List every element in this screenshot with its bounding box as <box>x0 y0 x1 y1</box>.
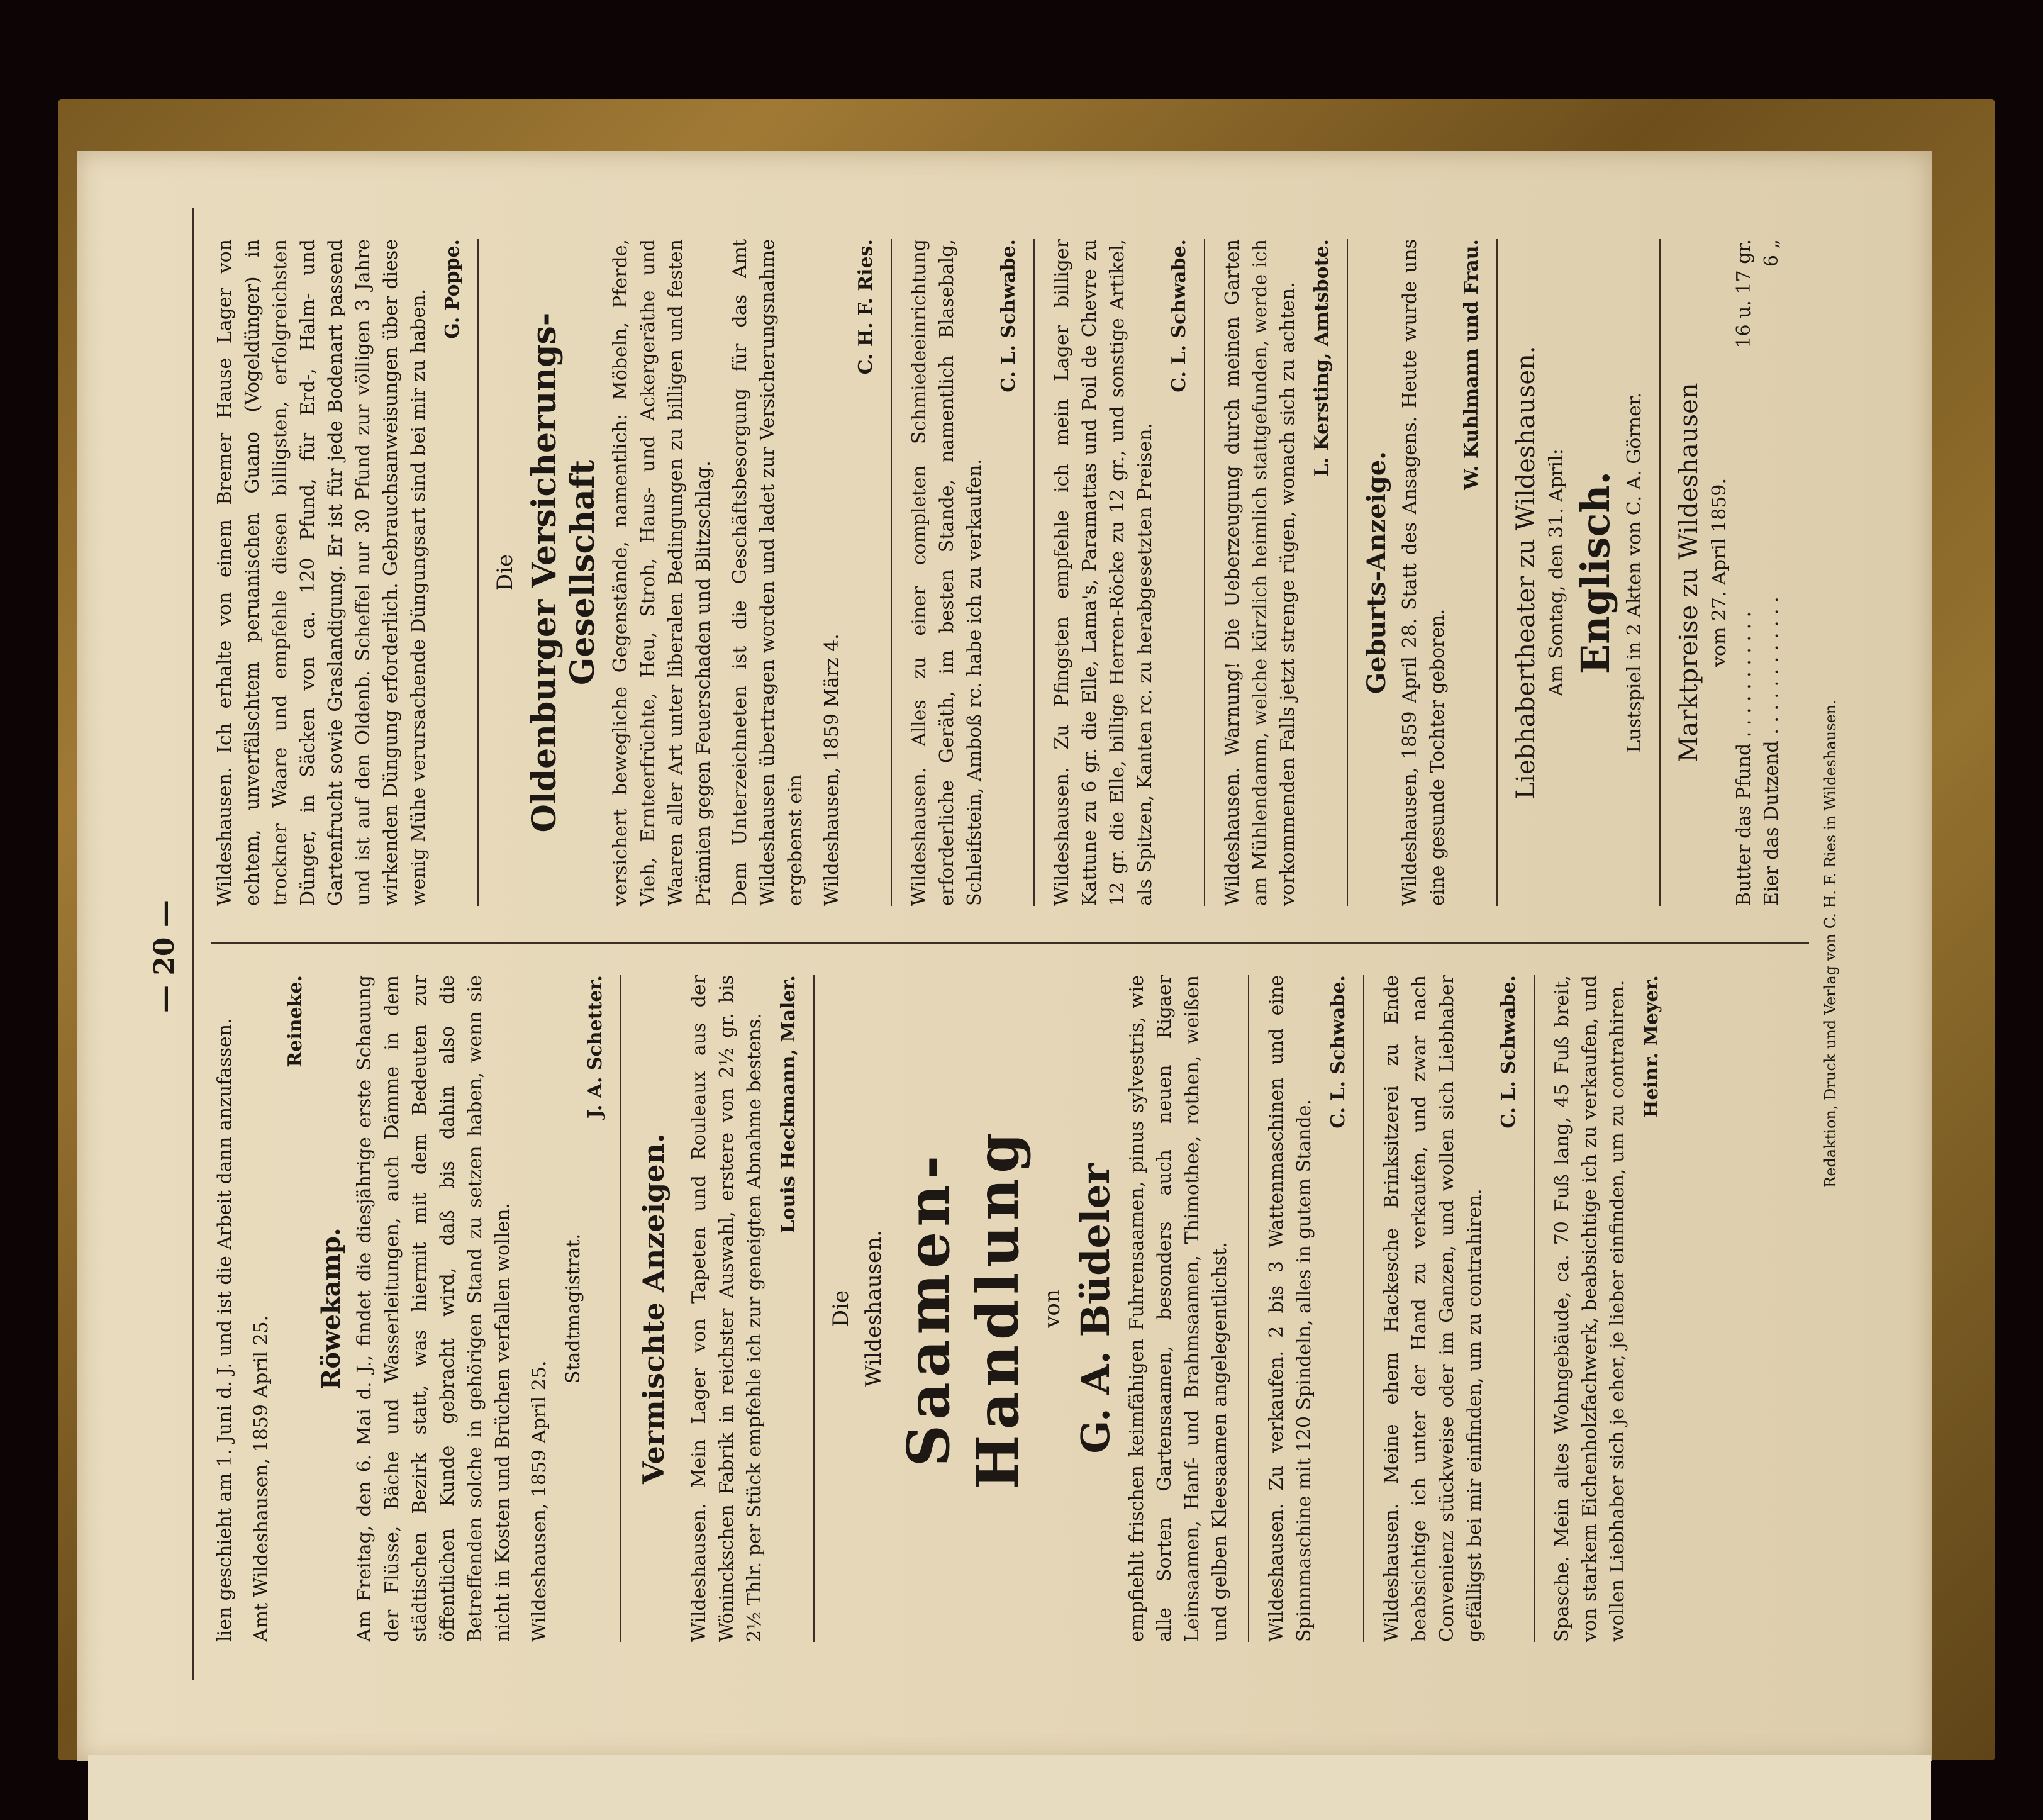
rule <box>1534 975 1535 1642</box>
notice-text: Am Freitag, den 6. Mai d. J., findet die diesjährige erste Schauung der Flüsse, Bäche und Wasserleitungen, auch Dämme in dem städtischen Bezirk statt, was hiermit mit dem Bedeuten zur öffentlichen Kunde gebracht wird, daß bis dahin also die Betreffenden solche in gehörigen Stand zu setzen haben, wenn sie nicht in Kosten und Brüchen verfallen wollen. <box>353 975 514 1642</box>
price-value: 6 „ <box>1761 239 1783 267</box>
rule <box>620 975 621 1642</box>
ad-von: von <box>1040 1289 1065 1328</box>
section-heading: Geburts-Anzeige. <box>1362 450 1391 695</box>
notice-place: Amt Wildeshausen, 1859 April 25. <box>250 1315 272 1642</box>
notice-place: Wildeshausen, 1859 April 25. <box>528 1360 550 1642</box>
price-row <box>1730 239 1758 906</box>
price-label: Eier das Dutzend . . . . . . . . . . . . <box>1761 596 1783 906</box>
ad-signature: G. Poppe. <box>442 239 464 339</box>
rule <box>1248 975 1249 1642</box>
ad-signature: Louis Heckmann, Maler. <box>777 975 799 1234</box>
ad-text: Wildeshausen. Mein Lager von Tapeten und Rouleaux aus der Wöninckschen Fabrik in reichster Auswahl, erstere von 2½ gr. bis 2½ Thlr. per Stück empfehle ich zur geneigten Abnahme bestens. <box>688 975 765 1642</box>
notice-signature: Reineke. <box>284 975 306 1068</box>
header-rule <box>192 208 194 1680</box>
price-row <box>1758 239 1786 906</box>
ad-text: Spasche. Mein altes Wohngebäude, ca. 70 Fuß lang, 45 Fuß breit, von starkem Eichenholzfachwerk, beabsichtige ich zu verkaufen, und wollen Liebhaber sich je eher, je lieber einfinden, um zu contrahiren. <box>1551 975 1628 1642</box>
notice-text: lien geschieht am 1. Juni d. J. und ist die Arbeit dann anzufassen. <box>214 1018 236 1642</box>
price-label: Butter das Pfund . . . . . . . . . . . <box>1733 611 1755 906</box>
ad-signature: C. L. Schwabe. <box>1327 975 1349 1129</box>
ad-headline: Saamen-Handlung <box>894 1127 1032 1490</box>
right-column <box>211 239 1786 906</box>
ad-signature: Heinr. Meyer. <box>1640 975 1662 1118</box>
rule <box>1204 239 1205 906</box>
rule <box>477 239 479 906</box>
ad-signature: C. L. Schwabe. <box>1168 239 1190 393</box>
next-page-edge <box>88 1755 1931 1820</box>
ad-text: Dem Unterzeichneten ist die Geschäftsbesorgung für das Amt Wildeshausen übertragen worden und ladet zur Versicherungsnahme ergebenst ein <box>729 239 806 906</box>
rule <box>1496 239 1498 906</box>
ad-text: Wildeshausen. Zu Pfingsten empfehle ich mein Lager billiger Kattune zu 6 gr. die Elle, Lama's, Paramattas und Poil de Chevre zu 12 gr. die Elle, billige Herren-Röcke zu 12 gr., und sonstige Artikel, als Spitzen, Kanten rc. zu herabgesetzten Preisen. <box>1051 239 1156 906</box>
rule <box>891 239 892 906</box>
section-heading: Röwekamp. <box>316 1227 346 1390</box>
rule <box>1347 239 1348 906</box>
notice-signature: J. A. Schetter. <box>584 975 606 1119</box>
ad-signature: C. L. Schwabe. <box>1498 975 1520 1129</box>
ad-signature: W. Kuhlmann und Frau. <box>1461 239 1483 490</box>
ad-text: empfiehlt frischen keimfähigen Fuhrensaamen, pinus sylvestris, wie alle Sorten Gartensaamen, besonders auch neuen Rigaer Leinsaamen, Hanf- und Brahmsaamen, Thimothee, rothen, weißen und gelben Kleesaamen angelegentlichst. <box>1126 975 1231 1642</box>
column-divider <box>211 942 1809 944</box>
left-column <box>211 975 1673 1642</box>
ad-text: Wildeshausen, 1859 April 28. Statt des Ansagens. Heute wurde uns eine gesunde Tochter geboren. <box>1399 239 1449 906</box>
ad-text: versichert bewegliche Gegenstände, namentlich: Möbeln, Pferde, Vieh, Ernteerfrüchte, Heu, Stroh, Haus- und Ackergeräthe und Waaren aller Art unter liberalen Bedingungen zu billigen und festen Prämien gegen Feuerschaden und Blitzschlag. <box>610 239 715 906</box>
rotated-content <box>98 0 1839 1680</box>
ad-die: Die <box>493 554 518 591</box>
rule <box>813 975 815 1642</box>
ad-text: Wildeshausen. Alles zu einer completen Schmiedeeinrichtung erforderliche Geräth, im besten Stande, namentlich Blasebalg, Schleifstein, Amboß rc. habe ich zu verkaufen. <box>908 239 986 906</box>
market-date: vom 27. April 1859. <box>1708 477 1730 667</box>
play-subtitle: Lustspiel in 2 Akten von C. A. Görner. <box>1623 392 1645 753</box>
theater-heading: Liebhabertheater zu Wildeshausen. <box>1511 345 1540 800</box>
ad-place: Wildeshausen, 1859 März 4. <box>821 634 843 906</box>
ad-text: Wildeshausen. Ich erhalte von einem Bremer Hause Lager von echtem, unverfälschtem peruanischen Guano (Vogeldünger) in trockner Waare und empfehle diesen billigsten, erfolgreichsten Dünger, in Säcken von ca. 120 Pfund, für Erd-, Halm- und Gartenfrucht sowie Graslandigung. Er ist für jede Bodenart passend und ist auf den Oldenb. Scheffel nur 30 Pfund zur völligen 3 Jahre wirkenden Düngung erforderlich. Gebrauchsanweisungen über diese wenig Mühe verursachende Düngungsart sind bei mir zu haben. <box>214 239 430 906</box>
ad-text: Wildeshausen. Warnung! Die Ueberzeugung durch meinen Garten am Mühlendamm, welche kürzlich heimlich stattgefunden, werde ich vorkommenden Falls jetzt strenge rügen, wonach sich zu achten. <box>1222 239 1299 906</box>
ad-signature: L. Kersting, Amtsbote. <box>1311 239 1333 477</box>
notice-org: Stadtmagistrat. <box>562 1233 584 1384</box>
ad-text: Wildeshausen. Zu verkaufen. 2 bis 3 Wattenmaschinen und eine Spinnmaschine mit 120 Spindeln, alles in gutem Stande. <box>1266 975 1315 1642</box>
rule <box>1659 239 1661 906</box>
ad-place: Wildeshausen. <box>861 1230 886 1387</box>
market-heading: Marktpreise zu Wildeshausen <box>1674 382 1703 762</box>
imprint-footer: Redaktion, Druck und Verlag von C. H. F. Ries in Wildeshausen. <box>1822 700 1839 1188</box>
ad-signature: C. L. Schwabe. <box>998 239 1020 393</box>
ad-headline: Oldenburger Versicherungs-Gesellschaft <box>525 312 602 833</box>
ad-text: Wildeshausen. Meine ehem Hackesche Brinksitzerei zu Ende beabsichtige ich unter der Hand zu verkaufen, und zwar nach Convenienz stückweise oder im Ganzen, und wollen sich Liebhaber gefälligst bei mir einfinden, um zu contrahiren. <box>1381 975 1486 1642</box>
page-number: — 20 — <box>148 900 181 1013</box>
ad-company: G. A. Büdeler <box>1072 1163 1118 1454</box>
play-title: Englisch. <box>1573 471 1618 674</box>
rule <box>1363 975 1364 1642</box>
price-value: 16 u. 17 gr. <box>1733 239 1755 349</box>
rule <box>1033 239 1035 906</box>
ad-signature: C. H. F. Ries. <box>855 239 877 375</box>
theater-date: Am Sontag, den 31. April: <box>1545 449 1567 696</box>
ad-die: Die <box>828 1290 854 1327</box>
section-heading: Vermischte Anzeigen. <box>637 1133 671 1484</box>
